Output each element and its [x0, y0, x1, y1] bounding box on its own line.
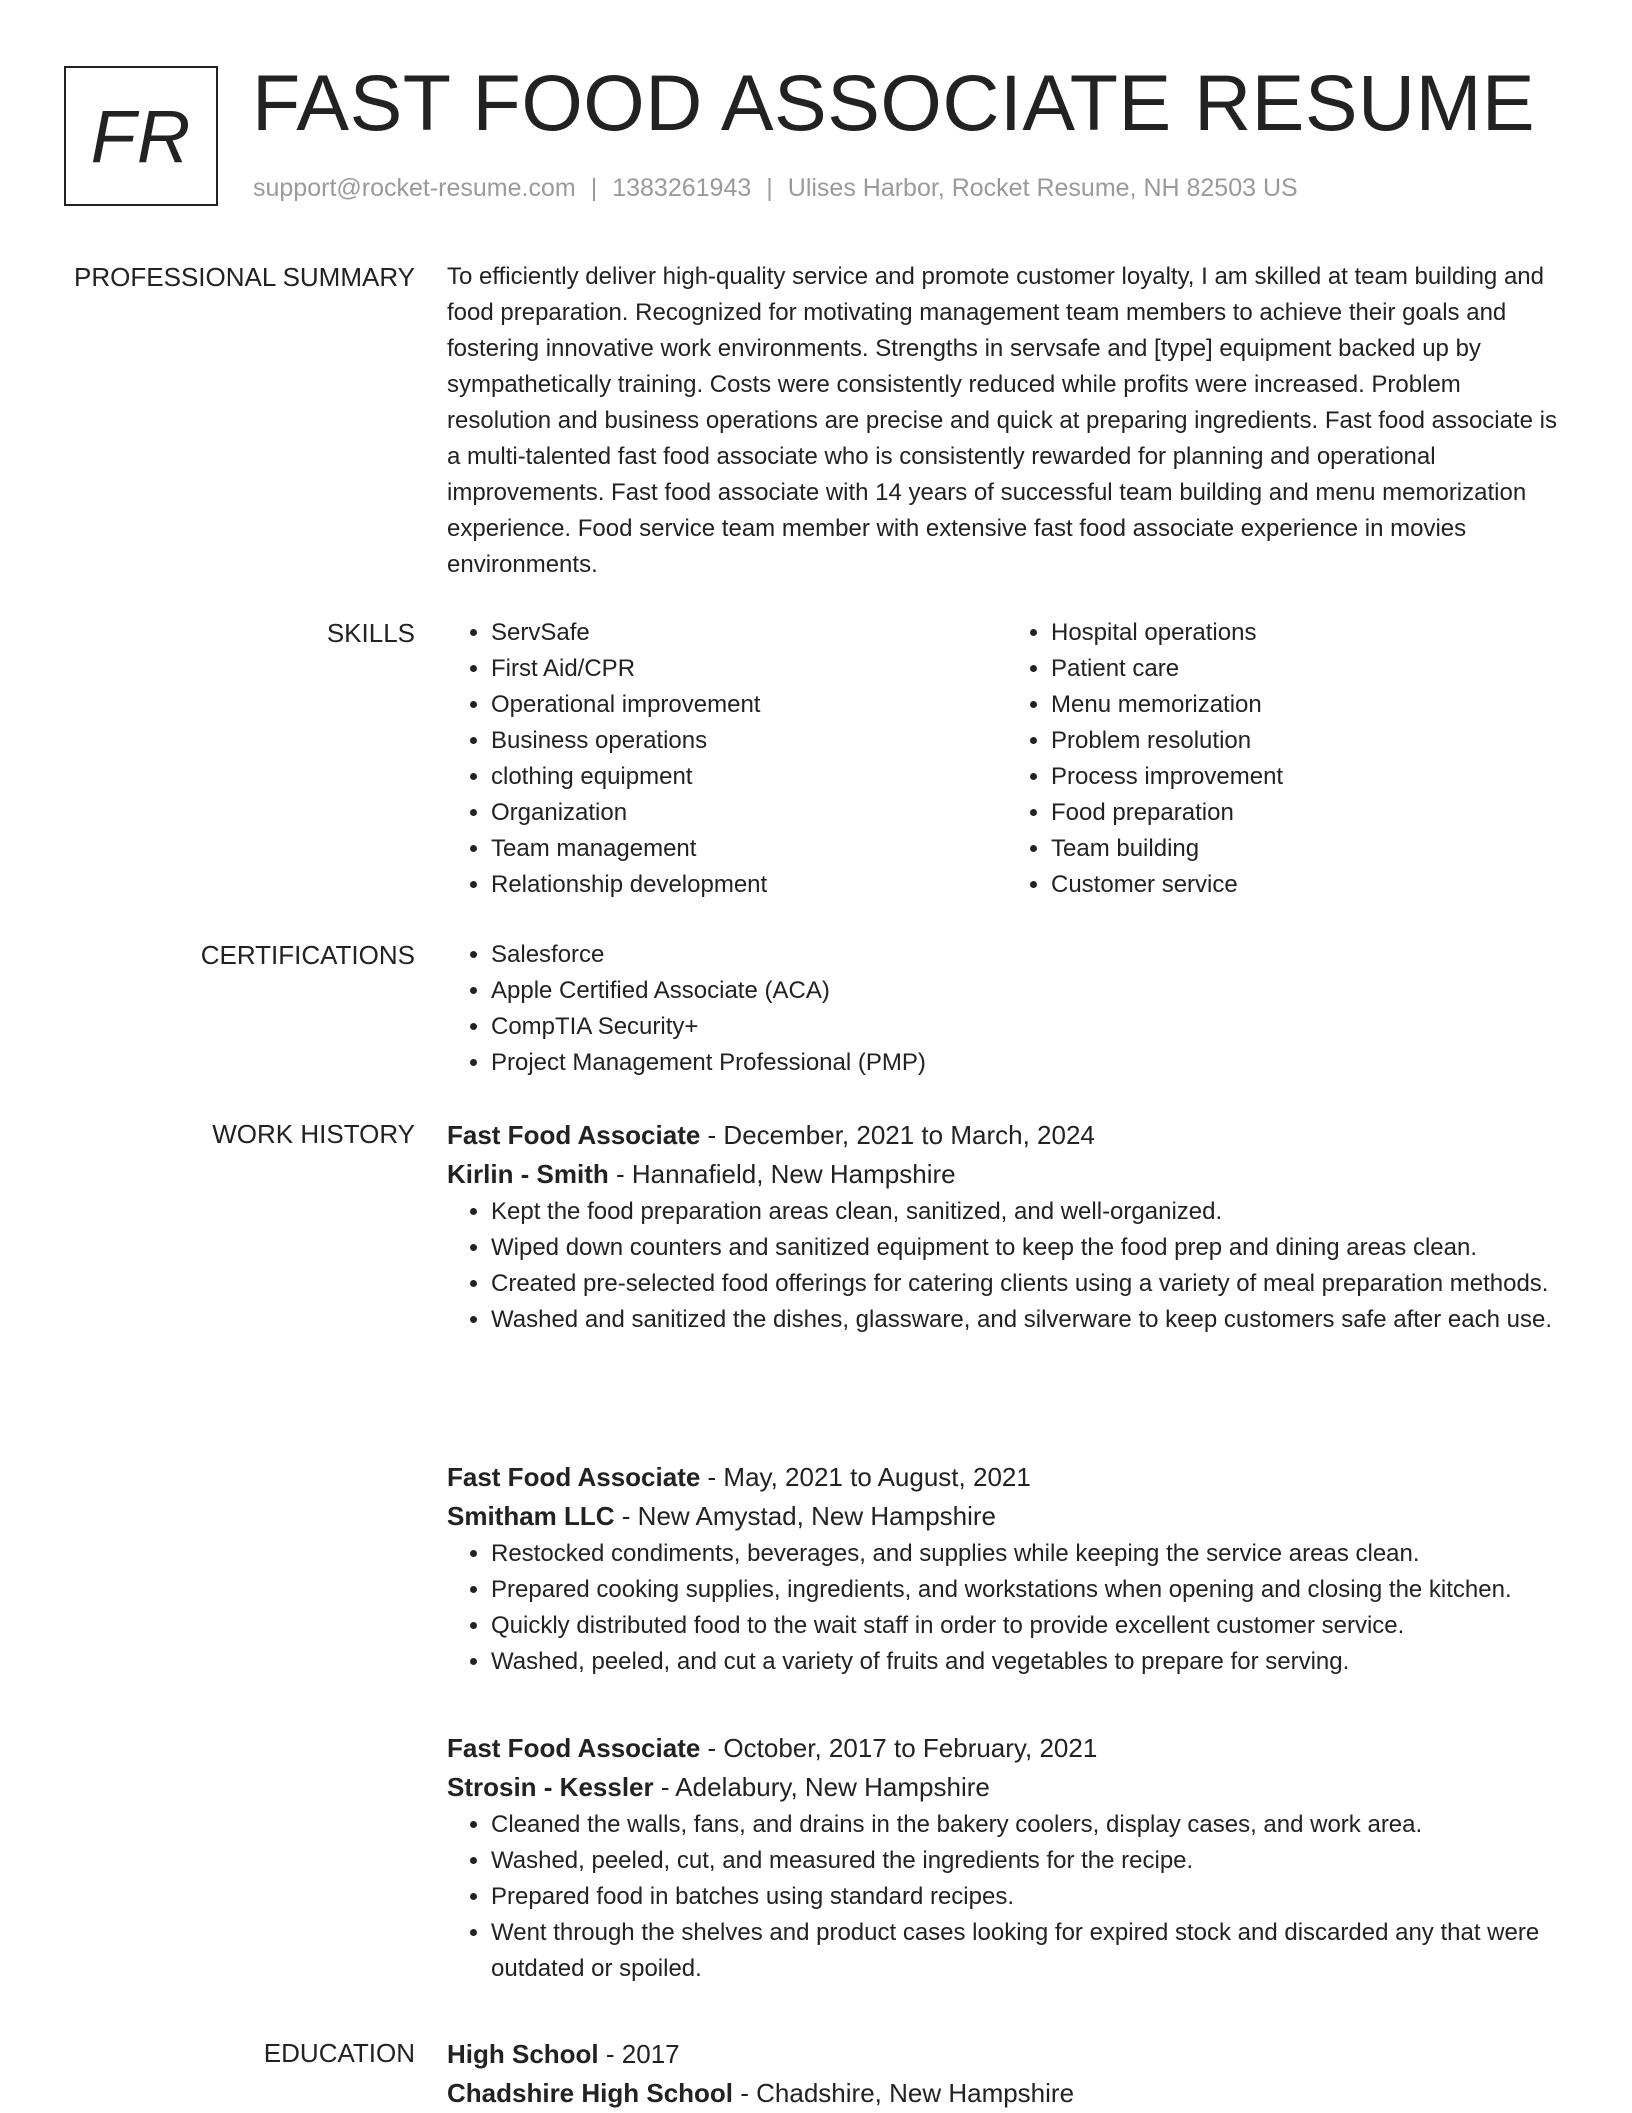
job-dates: - December, 2021 to March, 2024	[700, 1120, 1095, 1150]
section-title-education: EDUCATION	[263, 2038, 415, 2068]
job-entry	[447, 1458, 1567, 1680]
job-company-line	[447, 1155, 1567, 1194]
section-title-work-history: WORK HISTORY	[212, 1119, 415, 1149]
education-location: - Chadshire, New Hampshire	[733, 2078, 1075, 2108]
job-entry	[447, 1116, 1567, 1338]
skill-item: • Menu memorization	[1051, 687, 1567, 723]
job-company: Strosin - Kessler	[447, 1772, 654, 1802]
education-school-line	[447, 2074, 1567, 2113]
job-dates: - May, 2021 to August, 2021	[700, 1462, 1031, 1492]
job-role: Fast Food Associate	[447, 1120, 701, 1150]
skill-item: • ServSafe	[491, 615, 1007, 651]
job-bullets	[447, 1194, 1567, 1338]
section-title-certifications: CERTIFICATIONS	[200, 940, 415, 970]
skill-item: • Relationship development	[491, 867, 1007, 903]
education-school: Chadshire High School	[447, 2078, 734, 2108]
education-degree: High School	[447, 2039, 599, 2069]
job-bullet: • Created pre-selected food offerings for catering clients using a variety of meal preparation methods.	[491, 1266, 1567, 1302]
contact-separator: |	[590, 174, 598, 202]
job-bullets	[447, 1536, 1567, 1680]
skill-item: • Team building	[1051, 831, 1567, 867]
job-company: Kirlin - Smith	[447, 1159, 609, 1189]
section-title-skills: SKILLS	[326, 618, 415, 648]
skill-item: • clothing equipment	[491, 759, 1007, 795]
summary-text: To efficiently deliver high-quality service and promote customer loyalty, I am skilled at team building and food preparation. Recognized for motivating management team members to achieve their goals and fostering innovative work environments. Strengths in servsafe and [type] equipment backed up by sympathetically training. Costs were consistently reduced while profits were increased. Problem resolution and business operations are precise and quick at preparing ingredients. Fast food associate is a multi-talented fast food associate who is consistently rewarded for planning and operational improvements. Fast food associate with 14 years of successful team building and menu memorization experience. Food service team member with extensive fast food associate experience in movies environments.	[447, 263, 1557, 578]
certification-item: • CompTIA Security+	[491, 1009, 1567, 1045]
job-dates: - October, 2017 to February, 2021	[700, 1733, 1098, 1763]
section-title-summary: PROFESSIONAL SUMMARY	[74, 262, 415, 292]
certifications-list	[447, 937, 1567, 1081]
job-company: Smitham LLC	[447, 1501, 615, 1531]
job-bullet: • Cleaned the walls, fans, and drains in the bakery coolers, display cases, and work area.	[491, 1807, 1567, 1843]
job-title-line	[447, 1116, 1567, 1155]
skill-item: • Process improvement	[1051, 759, 1567, 795]
contact-phone: 1383261943	[612, 174, 752, 202]
skills-list-left	[447, 615, 1007, 903]
job-bullet: • Wiped down counters and sanitized equipment to keep the food prep and dining areas clean.	[491, 1230, 1567, 1266]
job-bullet: • Prepared cooking supplies, ingredients, and workstations when opening and closing the kitchen.	[491, 1572, 1567, 1608]
skill-item: • Food preparation	[1051, 795, 1567, 831]
monogram-logo: FR	[64, 66, 218, 206]
job-title-line	[447, 1729, 1567, 1768]
job-location: - Hannafield, New Hampshire	[608, 1159, 956, 1189]
skill-item: • Patient care	[1051, 651, 1567, 687]
resume-title: FAST FOOD ASSOCIATE RESUME	[252, 58, 1536, 147]
contact-line	[253, 174, 1298, 203]
certification-item: • Salesforce	[491, 937, 1567, 973]
skill-item: • Business operations	[491, 723, 1007, 759]
job-bullet: • Washed and sanitized the dishes, glassware, and silverware to keep customers safe after each use.	[491, 1302, 1567, 1338]
job-bullet: • Washed, peeled, cut, and measured the ingredients for the recipe.	[491, 1843, 1567, 1879]
job-bullet: • Restocked condiments, beverages, and supplies while keeping the service areas clean.	[491, 1536, 1567, 1572]
certification-item: • Apple Certified Associate (ACA)	[491, 973, 1567, 1009]
skill-item: • Team management	[491, 831, 1007, 867]
skill-item: • Hospital operations	[1051, 615, 1567, 651]
education-degree-line	[447, 2035, 1567, 2074]
contact-address: Ulises Harbor, Rocket Resume, NH 82503 US	[787, 174, 1298, 202]
certification-item: • Project Management Professional (PMP)	[491, 1045, 1567, 1081]
job-bullet: • Quickly distributed food to the wait staff in order to provide excellent customer service.	[491, 1608, 1567, 1644]
job-bullet: • Prepared food in batches using standard recipes.	[491, 1879, 1567, 1915]
skill-item: • First Aid/CPR	[491, 651, 1007, 687]
contact-separator: |	[766, 174, 773, 202]
job-entry	[447, 1729, 1567, 1987]
job-bullet: • Kept the food preparation areas clean, sanitized, and well-organized.	[491, 1194, 1567, 1230]
job-role: Fast Food Associate	[447, 1733, 701, 1763]
job-bullets	[447, 1807, 1567, 1987]
job-bullet: • Went through the shelves and product cases looking for expired stock and discarded any that were outdated or spoiled.	[491, 1915, 1567, 1987]
contact-email: support@rocket-resume.com	[253, 174, 576, 202]
skill-item: • Operational improvement	[491, 687, 1007, 723]
job-company-line	[447, 1497, 1567, 1536]
job-location: - New Amystad, New Hampshire	[614, 1501, 997, 1531]
job-location: - Adelabury, New Hampshire	[653, 1772, 990, 1802]
skill-item: • Organization	[491, 795, 1007, 831]
job-role: Fast Food Associate	[447, 1462, 701, 1492]
job-company-line	[447, 1768, 1567, 1807]
job-title-line	[447, 1458, 1567, 1497]
education-year: - 2017	[598, 2039, 680, 2069]
skills-list-right	[1007, 615, 1567, 903]
skill-item: • Problem resolution	[1051, 723, 1567, 759]
skill-item: • Customer service	[1051, 867, 1567, 903]
job-bullet: • Washed, peeled, and cut a variety of fruits and vegetables to prepare for serving.	[491, 1644, 1567, 1680]
